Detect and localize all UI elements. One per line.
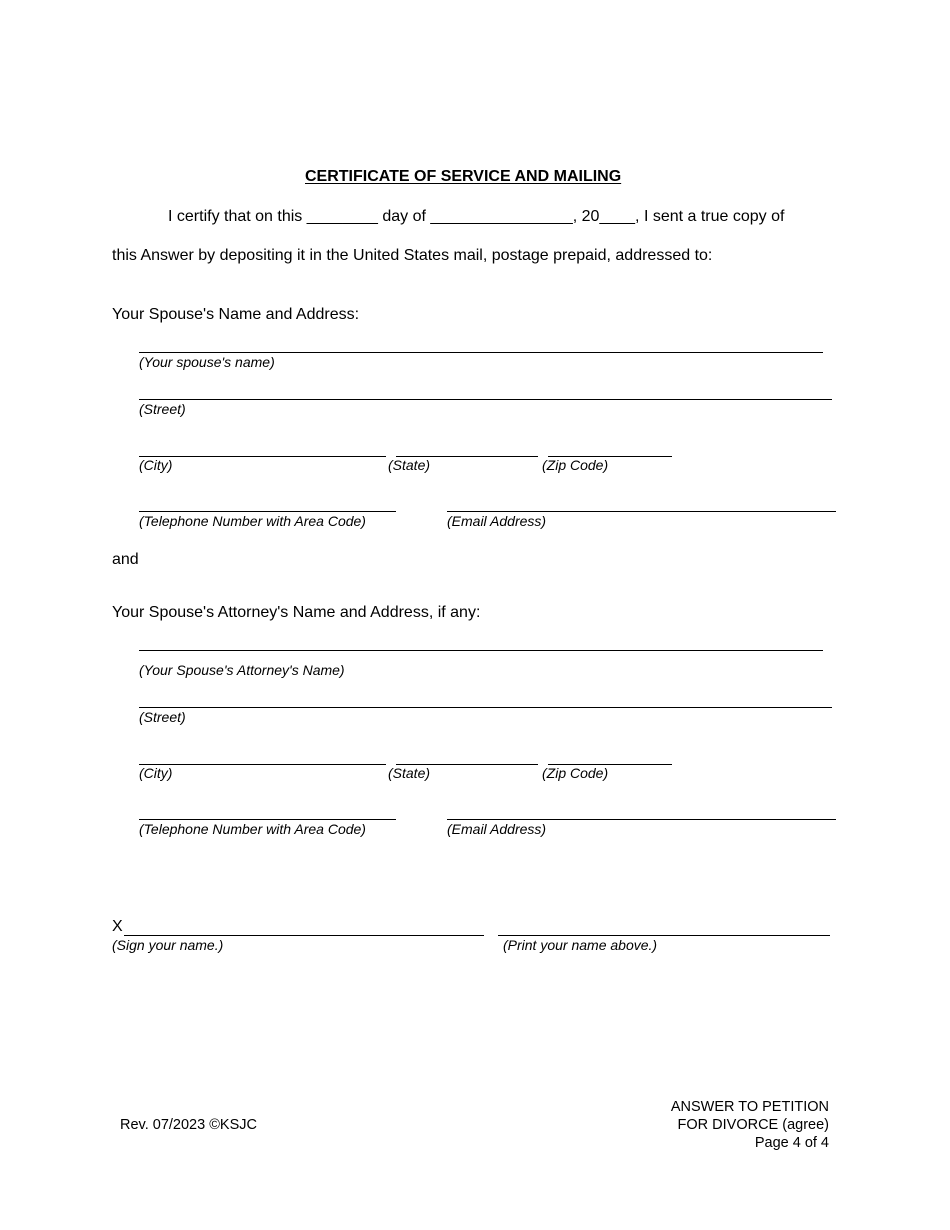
- footer-doc-title-2: FOR DIVORCE (agree): [677, 1117, 829, 1133]
- spouse-zip-caption: (Zip Code): [542, 457, 609, 473]
- spouse-phone-line[interactable]: [139, 511, 396, 512]
- spouse-email-line[interactable]: [447, 511, 836, 512]
- spouse-name-line[interactable]: [139, 352, 823, 353]
- page-number: Page 4 of 4: [754, 1135, 829, 1151]
- and-text: and: [112, 551, 139, 568]
- spouse-city-caption: (City): [139, 457, 173, 473]
- attorney-zip-caption: (Zip Code): [542, 765, 609, 781]
- spouse-name-caption: (Your spouse's name): [139, 354, 275, 370]
- attorney-phone-caption: (Telephone Number with Area Code): [139, 821, 366, 837]
- revision-note: Rev. 07/2023 ©KSJC: [120, 1117, 257, 1133]
- spouse-phone-caption: (Telephone Number with Area Code): [139, 513, 366, 529]
- page-title: CERTIFICATE OF SERVICE AND MAILING: [305, 168, 622, 185]
- attorney-email-line[interactable]: [447, 819, 836, 820]
- spouse-city-line[interactable]: [139, 456, 386, 457]
- attorney-heading: Your Spouse's Attorney's Name and Address, if any:: [112, 604, 481, 621]
- attorney-phone-line[interactable]: [139, 819, 396, 820]
- spouse-email-caption: (Email Address): [447, 513, 547, 529]
- certify-line-2: this Answer by depositing it in the United States mail, postage prepaid, addressed to:: [112, 247, 713, 264]
- spouse-state-caption: (State): [388, 457, 431, 473]
- attorney-city-caption: (City): [139, 765, 173, 781]
- signature-x-mark: X: [112, 918, 123, 935]
- attorney-state-caption: (State): [388, 765, 431, 781]
- certify-line-1: I certify that on this ________ day of ________________, 20____, I sent a true copy of: [168, 208, 785, 225]
- spouse-street-caption: (Street): [139, 401, 186, 417]
- footer-doc-title-1: ANSWER TO PETITION: [670, 1099, 829, 1115]
- print-caption: (Print your name above.): [503, 937, 658, 953]
- attorney-name-caption: (Your Spouse's Attorney's Name): [139, 662, 345, 678]
- attorney-street-caption: (Street): [139, 709, 186, 725]
- sign-caption: (Sign your name.): [112, 937, 224, 953]
- spouse-heading: Your Spouse's Name and Address:: [112, 306, 360, 323]
- attorney-street-line[interactable]: [139, 707, 832, 708]
- printed-name-line[interactable]: [498, 935, 830, 936]
- attorney-email-caption: (Email Address): [447, 821, 547, 837]
- spouse-street-line[interactable]: [139, 399, 832, 400]
- attorney-name-line[interactable]: [139, 650, 823, 651]
- signature-line[interactable]: [124, 935, 484, 936]
- attorney-city-line[interactable]: [139, 764, 386, 765]
